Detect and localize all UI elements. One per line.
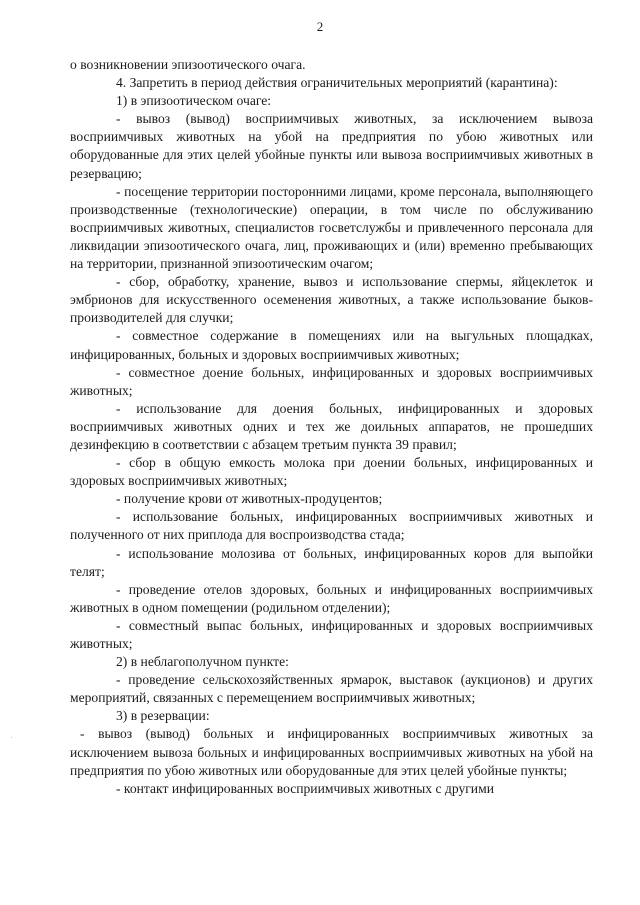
page-number: 2 <box>316 19 324 34</box>
list-item: - получение крови от животных-продуцентов; <box>116 491 383 507</box>
list-item: - совместный выпас больных, инфицированных и здоровых восприимчивых животных; <box>70 617 593 651</box>
paragraph: 4. Запретить в период действия ограничительных мероприятий (карантина): <box>116 75 558 91</box>
list-item: - вывоз (вывод) больных и инфицированных восприимчивых животных за исключением вывоза больных и инфицированных восприимчивых животных на убой на предприятия по убою животных или оборудованные для этих целей убойные пункты; <box>70 726 593 778</box>
list-item: - совместное содержание в помещениях или на выгульных площадках, инфицированных, больных и здоровых восприимчивых животных; <box>70 328 593 362</box>
list-item: - посещение территории посторонними лицами, кроме персонала, выполняющего производственные (технологические) операции, в том числе по обслуживанию восприимчивых животных, специалистов госветслужбы и привлеченного персонала для ликвидации эпизоотического очага, лиц, проживающих и (или) временно пребывающих на территории, признанной эпизоотическим очагом; <box>70 183 593 272</box>
paragraph: 2) в неблагополучном пункте: <box>116 654 289 670</box>
list-item: - совместное доение больных, инфицированных и здоровых восприимчивых животных; <box>70 364 593 398</box>
paragraph: 1) в эпизоотическом очаге: <box>116 93 272 109</box>
scan-speck <box>11 737 12 738</box>
list-item: - сбор в общую емкость молока при доении больных, инфицированных и здоровых восприимчивых животных; <box>70 455 593 489</box>
list-item: - использование молозива от больных, инфицированных коров для выпойки телят; <box>70 545 593 579</box>
list-item: - проведение сельскохозяйственных ярмарок, выставок (аукционов) и других мероприятий, связанных с перемещением восприимчивых животных; <box>70 672 593 706</box>
list-item: - использование больных, инфицированных восприимчивых животных и полученного от них приплода для воспроизводства стада; <box>70 509 593 543</box>
paragraph: 3) в резервации: <box>116 708 210 724</box>
list-item: - использование для доения больных, инфицированных и здоровых восприимчивых животных одних и тех же доильных аппаратов, не прошедших дезинфекцию в соответствии с абзацем третьим пункта 39 правил; <box>70 400 593 452</box>
list-item: - проведение отелов здоровых, больных и инфицированных восприимчивых животных в одном помещении (родильном отделении); <box>70 581 593 615</box>
list-item: - сбор, обработку, хранение, вывоз и использование спермы, яйцеклеток и эмбрионов для искусственного осеменения животных, а также использование быков-производителей для случки; <box>70 274 593 326</box>
paragraph: о возникновении эпизоотического очага. <box>70 57 306 72</box>
document-body <box>70 56 593 798</box>
list-item: - вывоз (вывод) восприимчивых животных, за исключением вывоза восприимчивых животных на убой на предприятия по убою животных или оборудованные для этих целей убойные пункты или вывоза восприимчивых животных в резервацию; <box>70 111 593 181</box>
list-item: - контакт инфицированных восприимчивых животных с другими <box>116 780 494 796</box>
